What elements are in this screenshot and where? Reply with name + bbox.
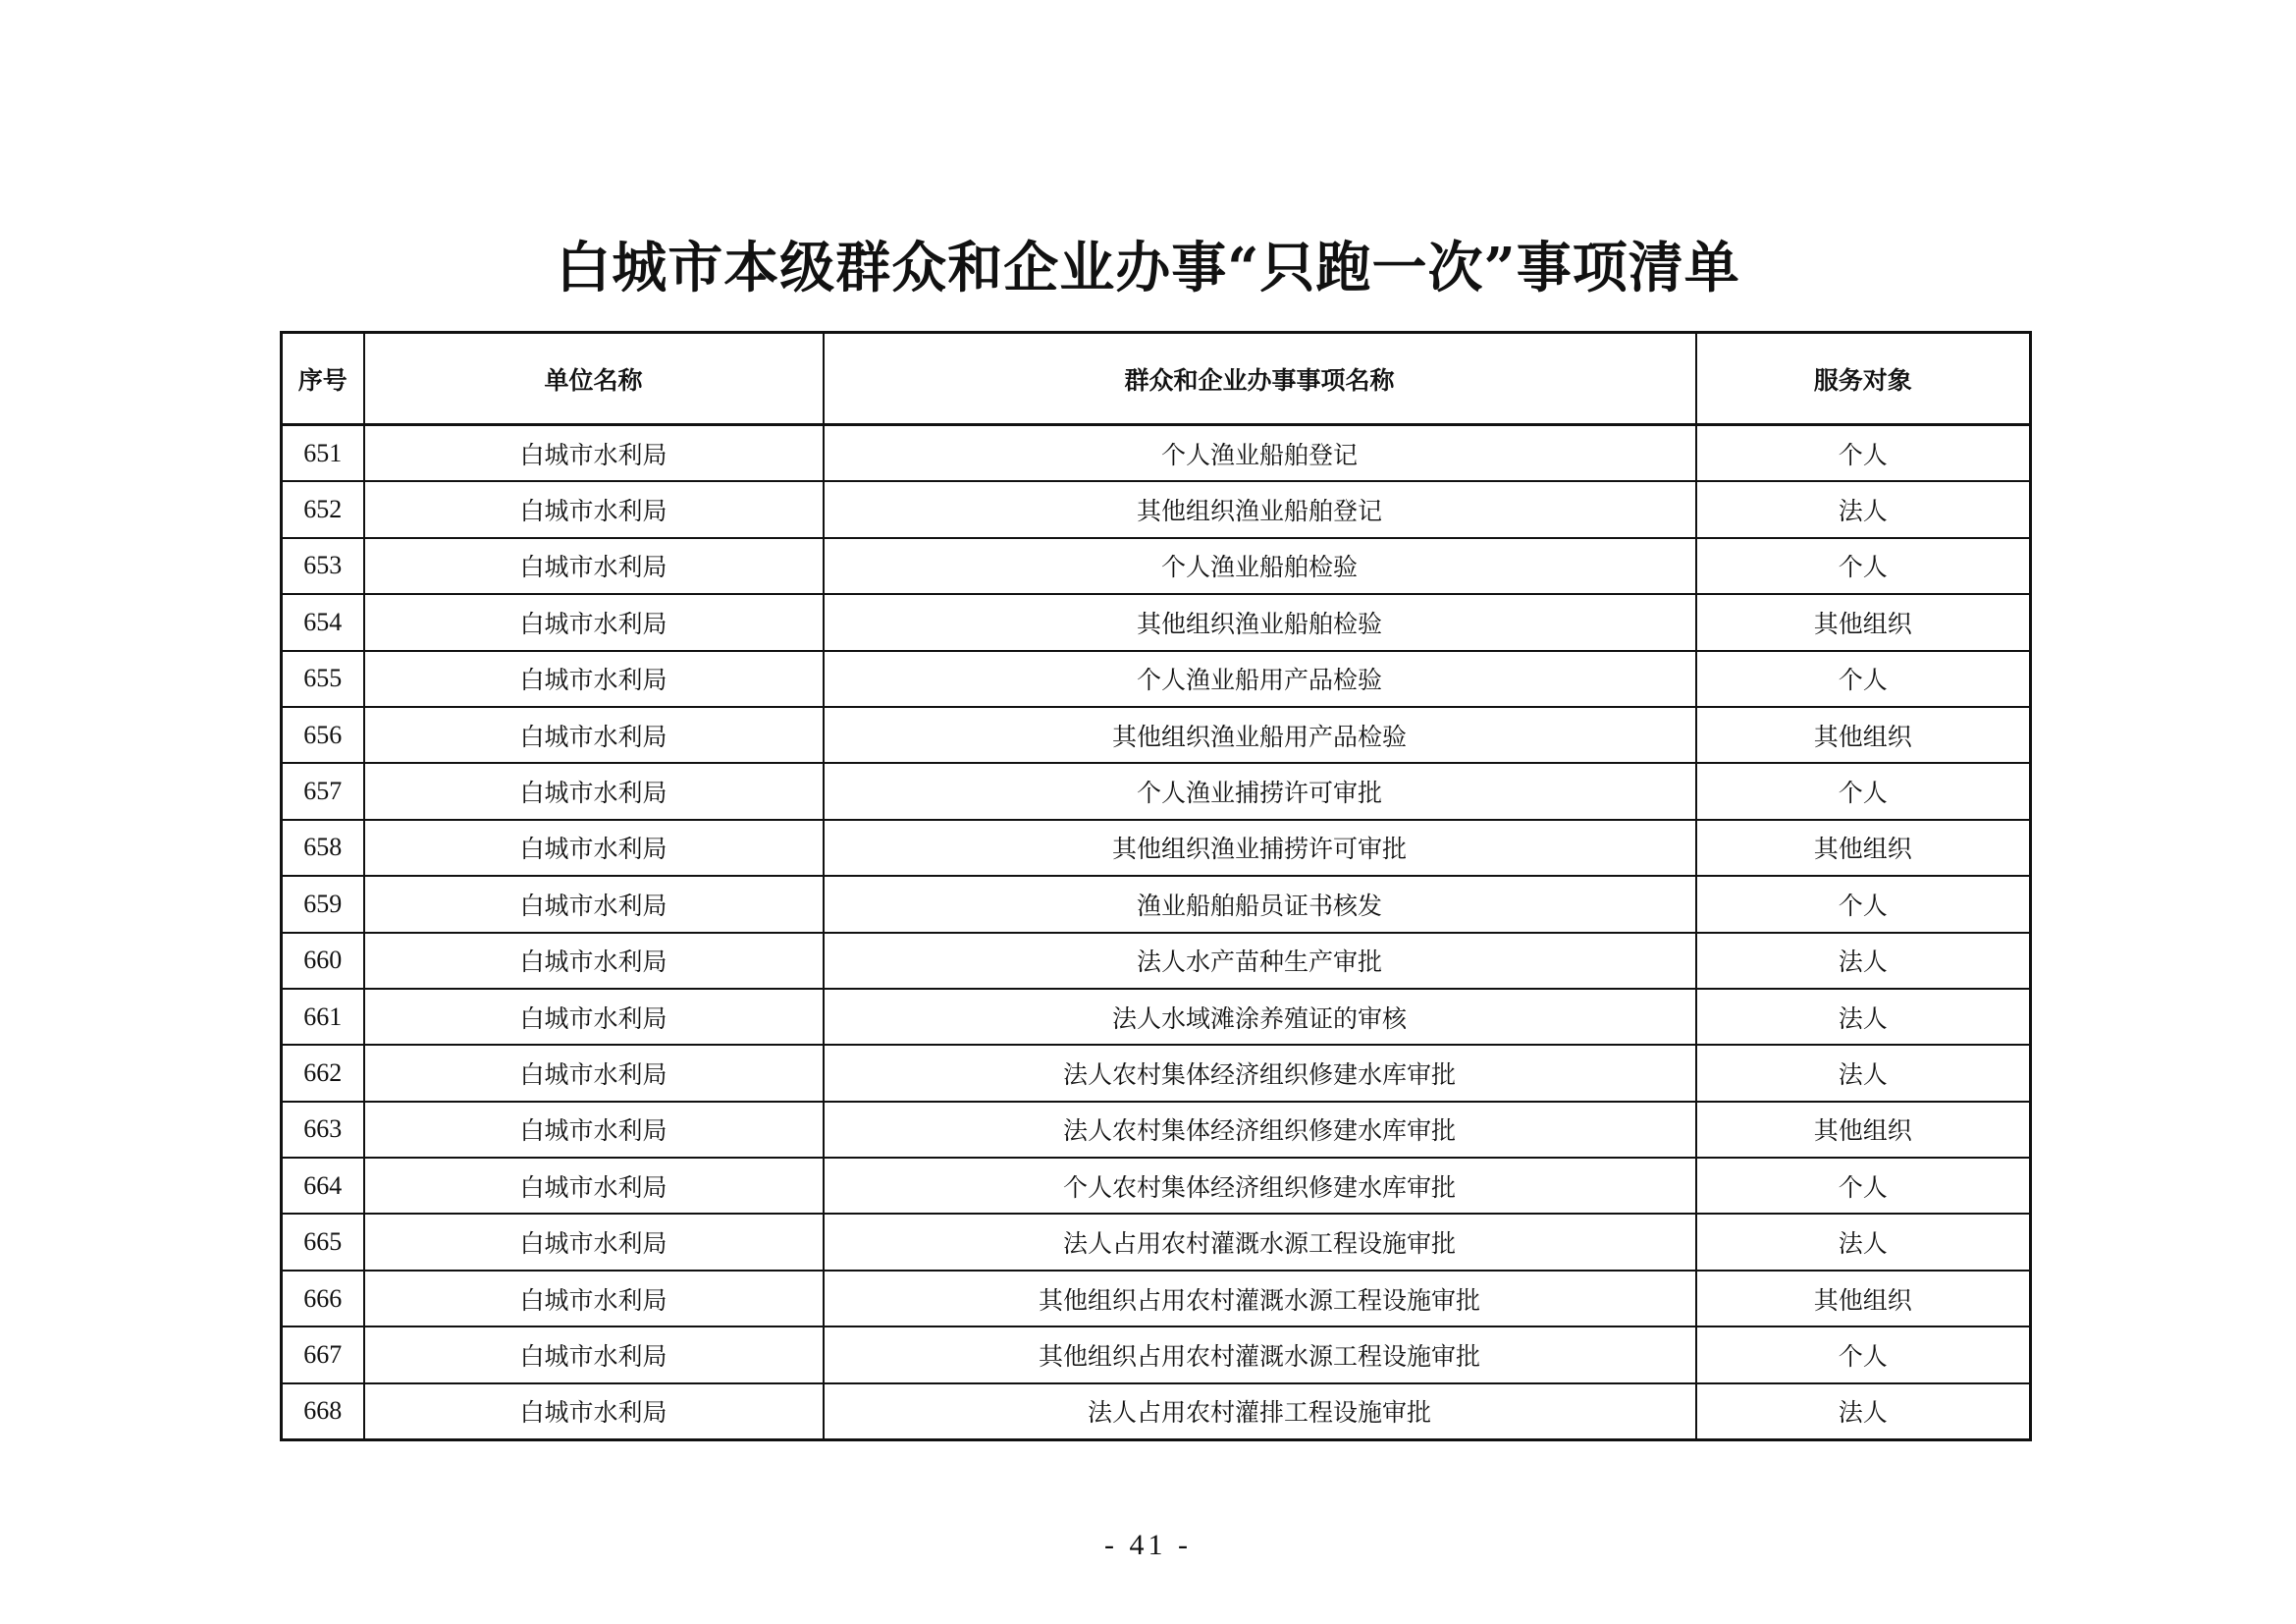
table-row <box>282 1045 2031 1101</box>
cell-target: 其他组织 <box>1696 1271 2031 1326</box>
table-row <box>282 876 2031 932</box>
cell-unit: 白城市水利局 <box>364 820 824 876</box>
cell-unit: 白城市水利局 <box>364 933 824 989</box>
cell-unit: 白城市水利局 <box>364 707 824 763</box>
cell-target: 其他组织 <box>1696 820 2031 876</box>
cell-item: 其他组织渔业船舶登记 <box>824 481 1696 537</box>
cell-item: 法人占用农村灌溉水源工程设施审批 <box>824 1214 1696 1270</box>
table-row <box>282 651 2031 707</box>
cell-target: 其他组织 <box>1696 707 2031 763</box>
cell-unit: 白城市水利局 <box>364 594 824 650</box>
table-body <box>282 425 2031 1440</box>
cell-target: 个人 <box>1696 763 2031 819</box>
page-number: - 41 - <box>1104 1529 1192 1561</box>
cell-target: 个人 <box>1696 1158 2031 1214</box>
cell-seq: 662 <box>282 1045 364 1101</box>
cell-unit: 白城市水利局 <box>364 1102 824 1158</box>
cell-seq: 651 <box>282 425 364 482</box>
cell-seq: 667 <box>282 1326 364 1382</box>
cell-item: 其他组织占用农村灌溉水源工程设施审批 <box>824 1326 1696 1382</box>
cell-unit: 白城市水利局 <box>364 651 824 707</box>
document-title: 白城市本级群众和企业办事“只跑一次”事项清单 <box>556 236 1740 300</box>
cell-item: 渔业船舶船员证书核发 <box>824 876 1696 932</box>
cell-seq: 661 <box>282 989 364 1045</box>
cell-item: 法人水域滩涂养殖证的审核 <box>824 989 1696 1045</box>
cell-seq: 655 <box>282 651 364 707</box>
cell-unit: 白城市水利局 <box>364 1045 824 1101</box>
header-item-name: 群众和企业办事事项名称 <box>824 333 1696 425</box>
cell-item: 法人农村集体经济组织修建水库审批 <box>824 1045 1696 1101</box>
cell-unit: 白城市水利局 <box>364 1326 824 1382</box>
table-row <box>282 1102 2031 1158</box>
table-row <box>282 989 2031 1045</box>
table-row <box>282 425 2031 482</box>
cell-unit: 白城市水利局 <box>364 1158 824 1214</box>
table-row <box>282 707 2031 763</box>
cell-target: 法人 <box>1696 481 2031 537</box>
cell-unit: 白城市水利局 <box>364 1214 824 1270</box>
table-row <box>282 1214 2031 1270</box>
table-header-row <box>282 333 2031 425</box>
cell-target: 法人 <box>1696 1045 2031 1101</box>
cell-unit: 白城市水利局 <box>364 763 824 819</box>
header-unit-name: 单位名称 <box>364 333 824 425</box>
cell-item: 个人农村集体经济组织修建水库审批 <box>824 1158 1696 1214</box>
cell-seq: 653 <box>282 538 364 594</box>
cell-target: 其他组织 <box>1696 594 2031 650</box>
cell-target: 个人 <box>1696 876 2031 932</box>
cell-seq: 664 <box>282 1158 364 1214</box>
cell-unit: 白城市水利局 <box>364 481 824 537</box>
table-row <box>282 933 2031 989</box>
table-row <box>282 1383 2031 1440</box>
cell-target: 个人 <box>1696 1326 2031 1382</box>
cell-seq: 654 <box>282 594 364 650</box>
cell-seq: 656 <box>282 707 364 763</box>
cell-seq: 660 <box>282 933 364 989</box>
cell-target: 个人 <box>1696 651 2031 707</box>
table-row <box>282 538 2031 594</box>
table-row <box>282 1158 2031 1214</box>
cell-target: 其他组织 <box>1696 1102 2031 1158</box>
table-row <box>282 1271 2031 1326</box>
cell-item: 其他组织渔业捕捞许可审批 <box>824 820 1696 876</box>
cell-unit: 白城市水利局 <box>364 1383 824 1440</box>
cell-target: 法人 <box>1696 1383 2031 1440</box>
cell-item: 个人渔业船用产品检验 <box>824 651 1696 707</box>
cell-item: 法人占用农村灌排工程设施审批 <box>824 1383 1696 1440</box>
table-row <box>282 763 2031 819</box>
cell-item: 其他组织渔业船舶检验 <box>824 594 1696 650</box>
table-row <box>282 481 2031 537</box>
cell-item: 法人农村集体经济组织修建水库审批 <box>824 1102 1696 1158</box>
cell-target: 法人 <box>1696 989 2031 1045</box>
cell-unit: 白城市水利局 <box>364 538 824 594</box>
cell-seq: 658 <box>282 820 364 876</box>
cell-target: 个人 <box>1696 538 2031 594</box>
cell-target: 法人 <box>1696 1214 2031 1270</box>
header-seq: 序号 <box>282 333 364 425</box>
cell-unit: 白城市水利局 <box>364 1271 824 1326</box>
cell-item: 个人渔业船舶检验 <box>824 538 1696 594</box>
cell-seq: 659 <box>282 876 364 932</box>
cell-unit: 白城市水利局 <box>364 425 824 482</box>
cell-target: 个人 <box>1696 425 2031 482</box>
cell-seq: 668 <box>282 1383 364 1440</box>
table-row <box>282 1326 2031 1382</box>
cell-seq: 652 <box>282 481 364 537</box>
items-table <box>280 331 2032 1441</box>
cell-seq: 663 <box>282 1102 364 1158</box>
cell-target: 法人 <box>1696 933 2031 989</box>
table-row <box>282 820 2031 876</box>
cell-unit: 白城市水利局 <box>364 876 824 932</box>
cell-item: 个人渔业船舶登记 <box>824 425 1696 482</box>
cell-item: 其他组织渔业船用产品检验 <box>824 707 1696 763</box>
cell-seq: 665 <box>282 1214 364 1270</box>
header-service-target: 服务对象 <box>1696 333 2031 425</box>
cell-item: 法人水产苗种生产审批 <box>824 933 1696 989</box>
cell-seq: 657 <box>282 763 364 819</box>
table-row <box>282 594 2031 650</box>
cell-unit: 白城市水利局 <box>364 989 824 1045</box>
cell-item: 个人渔业捕捞许可审批 <box>824 763 1696 819</box>
cell-seq: 666 <box>282 1271 364 1326</box>
cell-item: 其他组织占用农村灌溉水源工程设施审批 <box>824 1271 1696 1326</box>
